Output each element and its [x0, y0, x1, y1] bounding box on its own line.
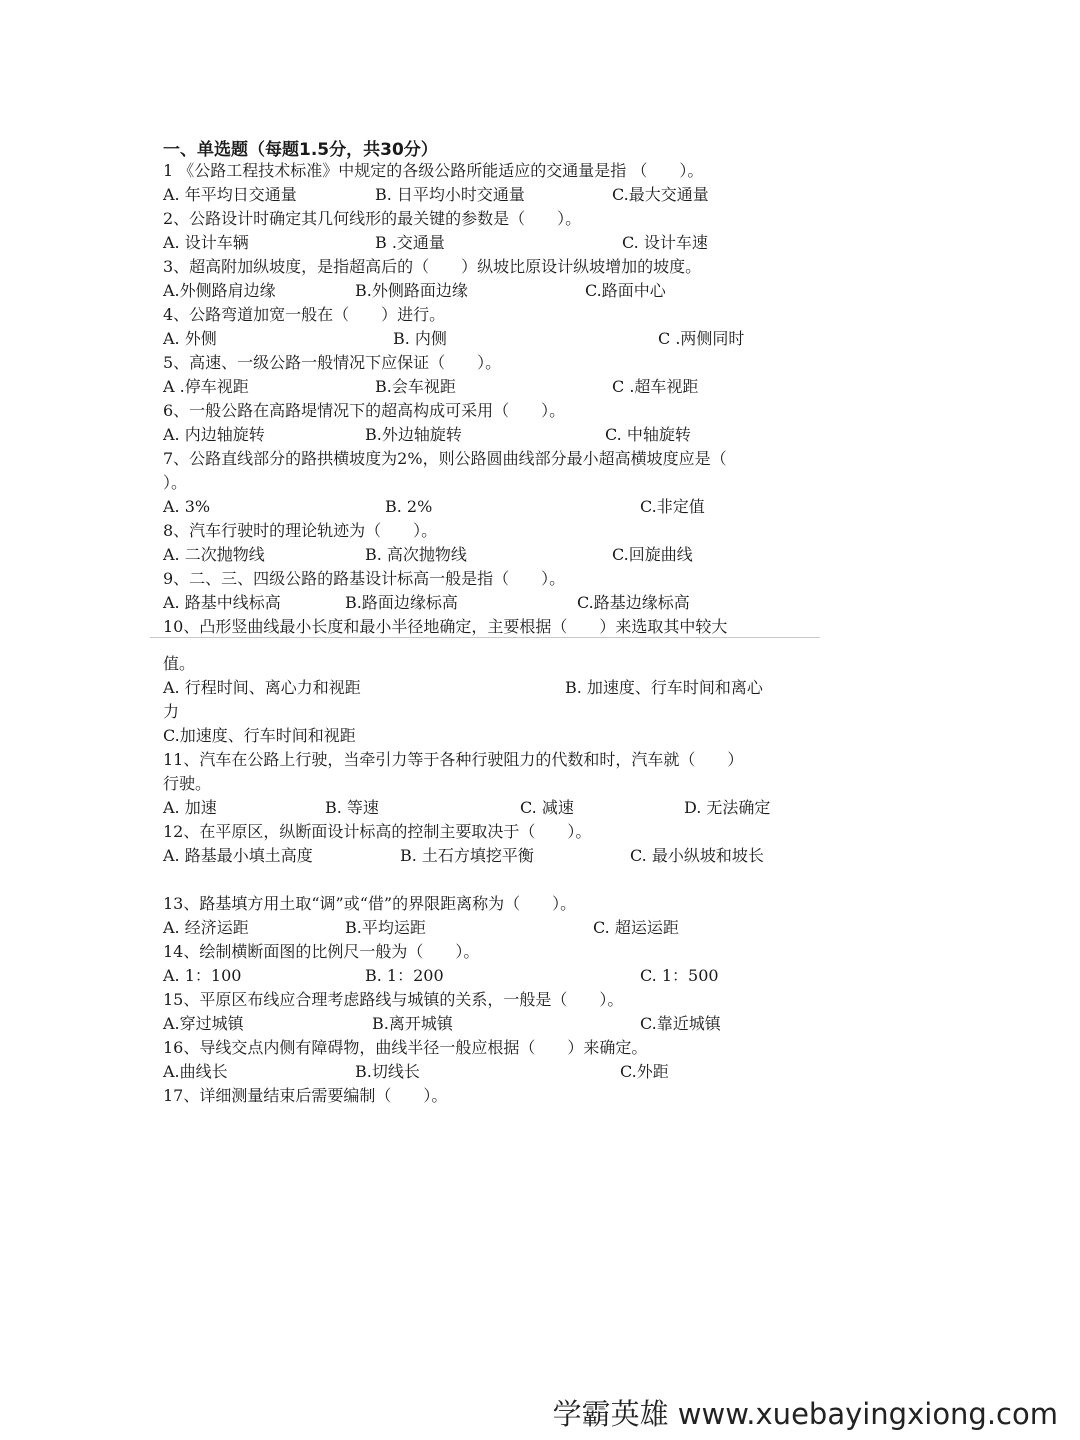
question-text: 值。: [163, 654, 196, 673]
answer-option: B. 高次抛物线: [365, 545, 467, 564]
answer-option: A. 行程时间、离心力和视距: [163, 678, 361, 697]
question-text: 6、一般公路在高路堤情况下的超高构成可采用（ ）。: [163, 401, 566, 420]
answer-option: C.靠近城镇: [640, 1014, 721, 1033]
answer-option: C.最大交通量: [612, 185, 709, 204]
answer-option: D. 无法确定: [684, 798, 771, 817]
answer-option: C. 最小纵坡和坡长: [630, 846, 764, 865]
answer-option: B.外边轴旋转: [365, 425, 462, 444]
answer-option: A .停车视距: [163, 377, 249, 396]
answer-option: B.外侧路面边缘: [355, 281, 468, 300]
answer-option: A. 外侧: [163, 329, 217, 348]
question-text: 13、路基填方用土取“调”或“借”的界限距离称为（ ）。: [163, 894, 577, 913]
question-text: 15、平原区布线应合理考虑路线与城镇的关系，一般是（ ）。: [163, 990, 624, 1009]
answer-option: B.平均运距: [345, 918, 426, 937]
answer-option: B. 日平均小时交通量: [375, 185, 525, 204]
answer-option: B.离开城镇: [372, 1014, 453, 1033]
answer-option: A. 路基最小填土高度: [163, 846, 313, 865]
question-text: C.加速度、行车时间和视距: [163, 726, 356, 745]
answer-option: B. 2%: [385, 497, 433, 516]
answer-option: C. 超运运距: [593, 918, 679, 937]
question-text: 14、绘制横断面图的比例尺一般为（ ）。: [163, 942, 480, 961]
page-break-divider: [150, 637, 820, 638]
answer-option: C.路面中心: [585, 281, 666, 300]
question-text: 9、二、三、四级公路的路基设计标高一般是指（ ）。: [163, 569, 566, 588]
answer-option: B. 1：200: [365, 966, 444, 985]
answer-option: A.曲线长: [163, 1062, 228, 1081]
answer-option: A. 加速: [163, 798, 217, 817]
answer-option: C .两侧同时: [658, 329, 745, 348]
question-text: 10、凸形竖曲线最小长度和最小半径地确定，主要根据（ ）来选取其中较大: [163, 617, 728, 636]
answer-option: C.回旋曲线: [612, 545, 693, 564]
answer-option: A. 1：100: [163, 966, 242, 985]
answer-option: B. 土石方填挖平衡: [400, 846, 534, 865]
question-text: 行驶。: [163, 774, 212, 793]
question-text: 16、导线交点内侧有障碍物，曲线半径一般应根据（ ）来确定。: [163, 1038, 648, 1057]
answer-option: B. 加速度、行车时间和离心: [565, 678, 763, 697]
watermark: 学霸英雄 www.xuebayingxiong.com: [552, 1397, 1058, 1431]
answer-option: C.外距: [620, 1062, 669, 1081]
question-text: 12、在平原区，纵断面设计标高的控制主要取决于（ ）。: [163, 822, 592, 841]
answer-option: B.会车视距: [375, 377, 456, 396]
answer-option: B.切线长: [355, 1062, 420, 1081]
answer-option: B.路面边缘标高: [345, 593, 458, 612]
answer-option: A. 经济运距: [163, 918, 249, 937]
question-text: 8、汽车行驶时的理论轨迹为（ ）。: [163, 521, 438, 540]
question-text: 7、公路直线部分的路拱横坡度为2%，则公路圆曲线部分最小超高横坡度应是（: [163, 449, 727, 468]
question-text: 2、公路设计时确定其几何线形的最关键的参数是（ ）。: [163, 209, 582, 228]
answer-option: A. 年平均日交通量: [163, 185, 297, 204]
answer-option: B .交通量: [375, 233, 445, 252]
section-title: 一、单选题（每题1.5分，共30分）: [163, 140, 438, 160]
answer-option: B. 等速: [325, 798, 379, 817]
answer-option: C.非定值: [640, 497, 705, 516]
answer-option: C. 中轴旋转: [605, 425, 691, 444]
question-text: 1 《公路工程技术标准》中规定的各级公路所能适应的交通量是指 （ ）。: [163, 161, 704, 180]
answer-option: C.路基边缘标高: [577, 593, 690, 612]
question-text: 17、详细测量结束后需要编制（ ）。: [163, 1086, 448, 1105]
question-text: 11、汽车在公路上行驶，当牵引力等于各种行驶阻力的代数和时，汽车就（ ）: [163, 750, 744, 769]
answer-option: A.穿过城镇: [163, 1014, 244, 1033]
answer-option: B. 内侧: [393, 329, 447, 348]
answer-option: A.外侧路肩边缘: [163, 281, 276, 300]
question-text: ）。: [163, 473, 188, 492]
answer-option: C. 设计车速: [622, 233, 708, 252]
question-text: 5、高速、一级公路一般情况下应保证（ ）。: [163, 353, 502, 372]
answer-option: C. 1：500: [640, 966, 719, 985]
answer-option: A. 设计车辆: [163, 233, 249, 252]
answer-option: A. 路基中线标高: [163, 593, 281, 612]
answer-option: A. 3%: [163, 497, 211, 516]
answer-option: C .超车视距: [612, 377, 699, 396]
answer-option: A. 内边轴旋转: [163, 425, 265, 444]
question-text: 3、超高附加纵坡度，是指超高后的（ ）纵坡比原设计纵坡增加的坡度。: [163, 257, 702, 276]
answer-option: C. 减速: [520, 798, 574, 817]
answer-option: A. 二次抛物线: [163, 545, 265, 564]
question-text: 力: [163, 702, 180, 721]
question-text: 4、公路弯道加宽一般在（ ）进行。: [163, 305, 446, 324]
